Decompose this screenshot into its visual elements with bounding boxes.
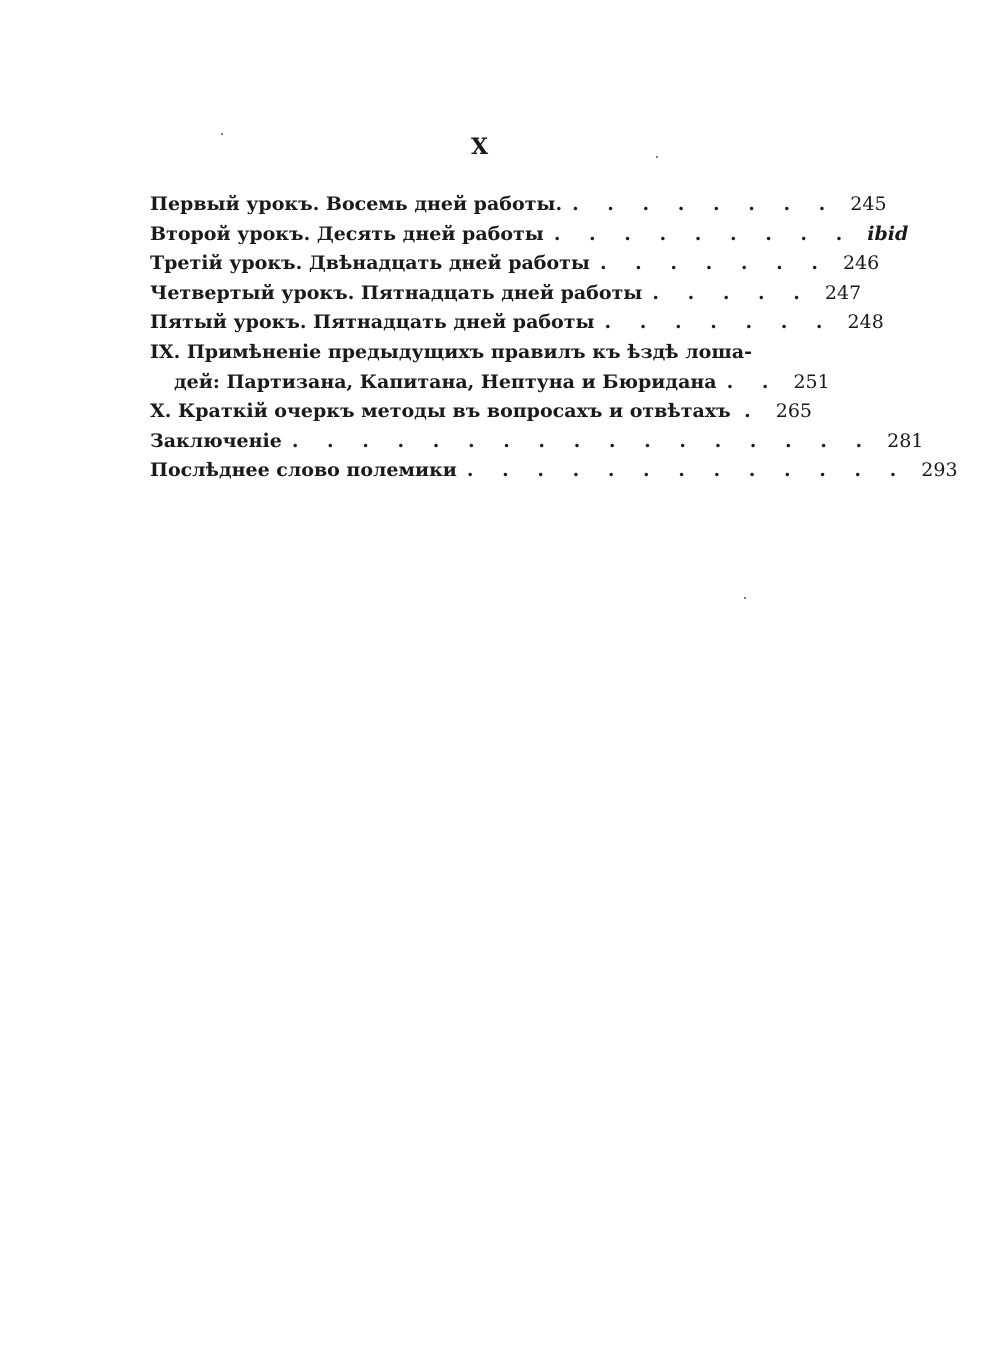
- toc-entry: [150, 397, 812, 427]
- toc-leader-dots: . . . . . . . .: [572, 193, 837, 215]
- toc-entry-title: X. Краткій очеркъ методы въ вопросахъ и отвѣтахъ: [150, 400, 731, 423]
- toc-entry: [150, 279, 862, 309]
- toc-entry-page: 245: [850, 193, 887, 215]
- toc-entry-page: 247: [824, 281, 862, 304]
- toc-entry: [150, 427, 924, 457]
- toc-leader-dots: . . . . . . .: [599, 252, 829, 275]
- toc-entry-page: 293: [921, 459, 958, 482]
- toc-entry-page: ibid: [867, 222, 909, 245]
- toc-entry-title: Четвертый урокъ. Пятнадцать дней работы: [150, 281, 643, 304]
- toc-leader-dots: . . . . . . . . .: [553, 222, 854, 245]
- toc-leader-dots: . . . . . . . . . . . . . . . . .: [291, 429, 874, 452]
- toc-leader-dots: . . . . . . .: [604, 311, 834, 334]
- scan-speck: [744, 597, 746, 599]
- toc-entry-title: Заключеніе: [150, 429, 282, 452]
- toc-entry: [150, 249, 880, 279]
- toc-entry: [150, 220, 909, 250]
- toc-entry: [150, 190, 887, 220]
- toc-entry-page: 246: [842, 252, 880, 275]
- toc-leader-dots: .: [744, 400, 762, 423]
- page-number: X: [470, 134, 490, 160]
- toc-entry-title: Второй урокъ. Десять дней работы: [150, 222, 544, 245]
- toc-entry-line1: [150, 338, 812, 368]
- toc-entry-page: 251: [793, 370, 830, 393]
- toc-entry-title: Пятый урокъ. Пятнадцать дней работы: [150, 311, 595, 334]
- toc-entry-page: 248: [847, 311, 884, 334]
- toc-entry: [150, 308, 884, 338]
- table-of-contents: [150, 190, 958, 486]
- toc-entry-title: Послѣднее слово полемики: [150, 459, 457, 482]
- toc-entry-page: 281: [887, 429, 924, 452]
- toc-entry-line2: [150, 368, 830, 398]
- toc-entry-title: Третій урокъ. Двѣнадцать дней работы: [150, 252, 590, 275]
- toc-leader-dots: . .: [726, 370, 780, 393]
- toc-entry: [150, 456, 958, 486]
- toc-entry-title: Первый урокъ. Восемь дней работы.: [150, 193, 563, 215]
- toc-leader-dots: . . . . . . . . . . . . .: [466, 459, 908, 482]
- toc-entry-page: 265: [775, 400, 812, 423]
- toc-entry-title: IX. Примѣненіе предыдущихъ правилъ къ ѣздѣ лоша-: [150, 340, 752, 363]
- toc-entry-title-continued: дей: Партизана, Капитана, Нептуна и Бюридана: [174, 370, 717, 393]
- toc-leader-dots: . . . . .: [652, 281, 811, 304]
